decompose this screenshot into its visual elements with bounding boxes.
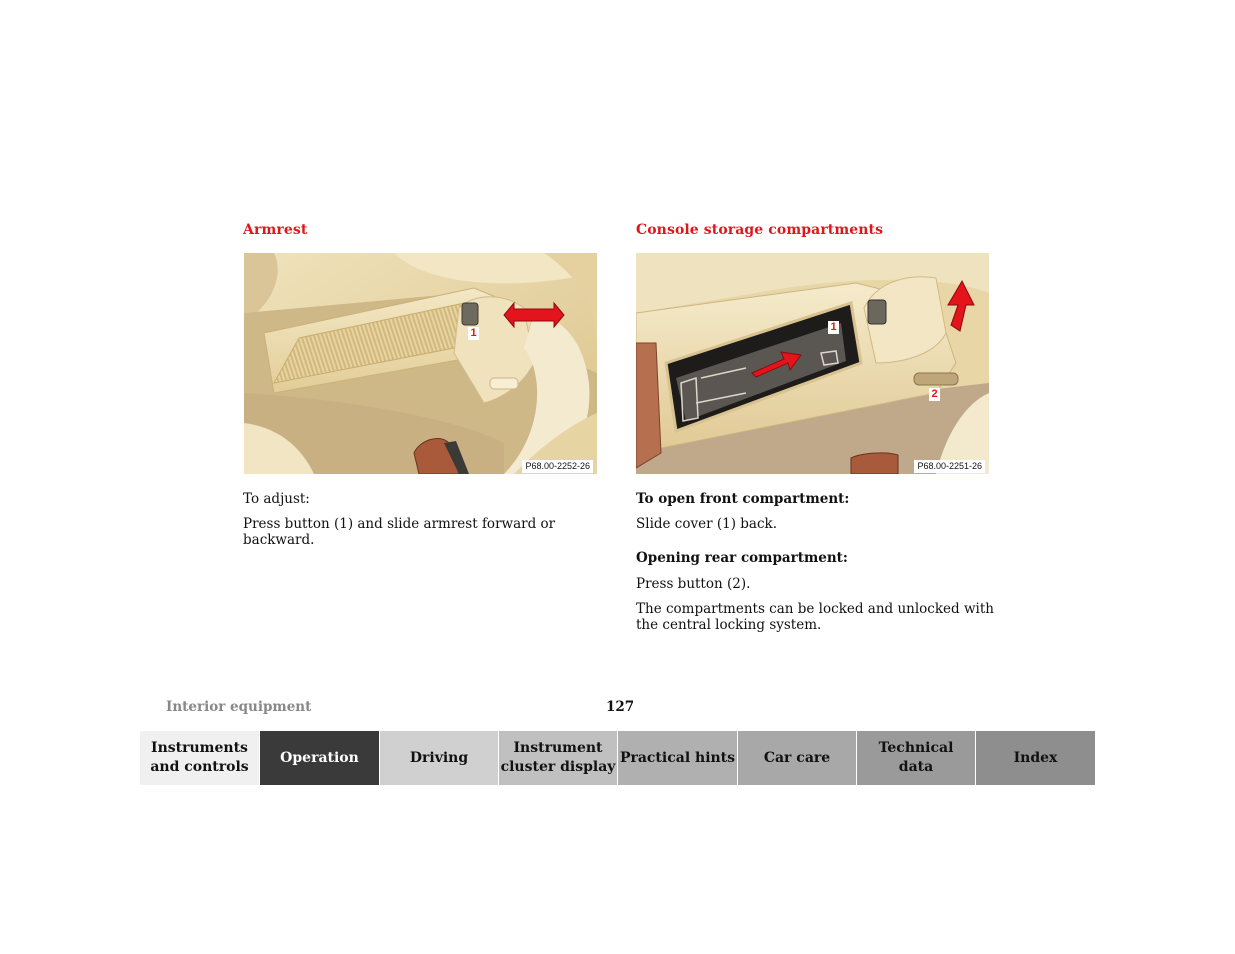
rear-compartment-heading: Opening rear compartment: (636, 550, 848, 566)
front-compartment-heading: To open front compartment: (636, 491, 850, 507)
armrest-illustration (244, 253, 597, 474)
tab-operation[interactable]: Operation (260, 731, 380, 785)
console-callout-1: 1 (828, 321, 839, 334)
armrest-intro: To adjust: (243, 491, 310, 507)
chapter-nav (140, 731, 1095, 785)
tab-index[interactable]: Index (976, 731, 1095, 785)
tab-car-care[interactable]: Car care (738, 731, 857, 785)
tab-instruments-and-controls[interactable]: Instruments and controls (140, 731, 260, 785)
armrest-figure-code: P68.00-2252-26 (522, 460, 593, 473)
locking-note: The compartments can be locked and unlocked with the central locking system. (636, 601, 994, 633)
console-figure-code: P68.00-2251-26 (914, 460, 985, 473)
tab-driving[interactable]: Driving (380, 731, 499, 785)
armrest-heading: Armrest (243, 222, 308, 238)
rear-compartment-text: Press button (2). (636, 576, 751, 592)
page-number: 127 (606, 699, 635, 715)
armrest-callout-1: 1 (468, 327, 479, 340)
console-callout-2: 2 (929, 388, 940, 401)
front-compartment-text: Slide cover (1) back. (636, 516, 777, 532)
console-illustration (636, 253, 989, 474)
console-heading: Console storage compartments (636, 222, 884, 238)
footer-section-label: Interior equipment (166, 699, 312, 715)
tab-technical-data[interactable]: Technical data (857, 731, 976, 785)
tab-practical-hints[interactable]: Practical hints (618, 731, 738, 785)
tab-instrument-cluster-display[interactable]: Instrument cluster display (499, 731, 618, 785)
armrest-figure (244, 253, 597, 474)
armrest-instruction: Press button (1) and slide armrest forward or backward. (243, 516, 556, 548)
console-figure (636, 253, 989, 474)
